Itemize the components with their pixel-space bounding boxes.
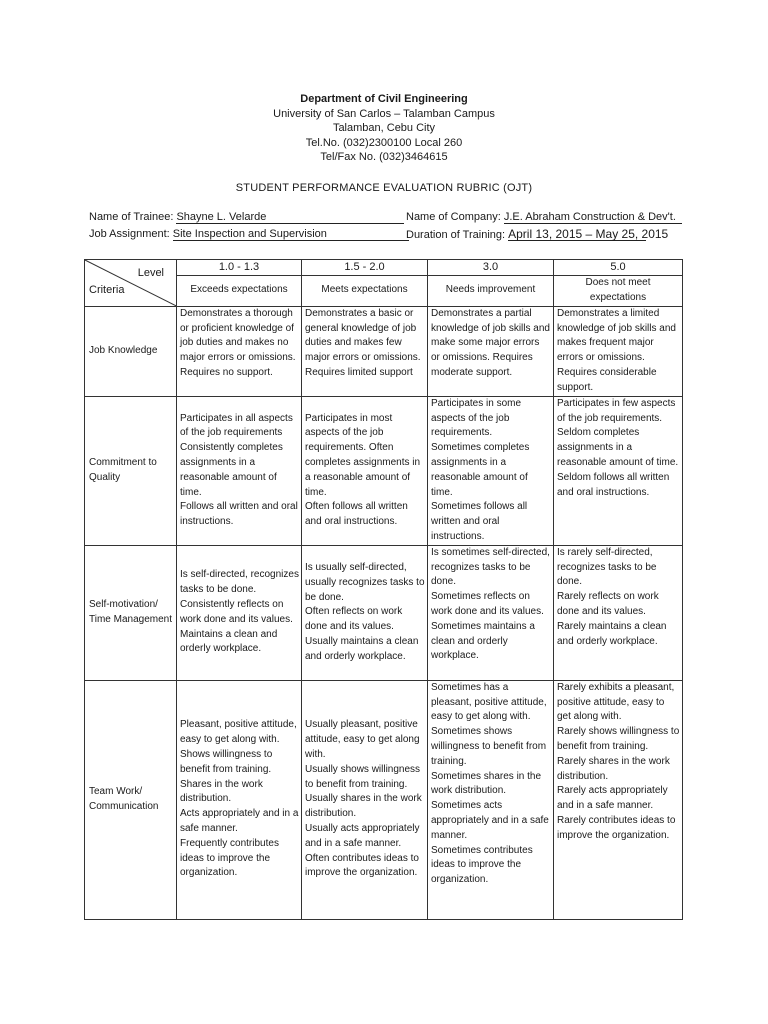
score-header: 5.0 bbox=[554, 260, 683, 276]
level-header: Exceeds expectations bbox=[177, 275, 302, 306]
trainee-label: Name of Trainee: bbox=[89, 211, 174, 223]
duration-field bbox=[406, 227, 669, 241]
table-row bbox=[85, 680, 683, 919]
rubric-cell: Participates in some aspects of the job requirements. Sometimes completes assignments in a reasonable amount of time. Sometimes follows all written and oral instructions. bbox=[428, 396, 554, 545]
criterion-label: Team Work/ Communication bbox=[85, 680, 177, 919]
rubric-cell: Is usually self-directed, usually recognizes tasks to be done. Often reflects on work done and its values. Usually maintains a clean and orderly workplace. bbox=[302, 545, 428, 680]
trainee-field bbox=[89, 211, 404, 224]
rubric-cell: Is sometimes self-directed, recognizes tasks to be done. Sometimes reflects on work done and its values. Sometimes maintains a clean and orderly workplace. bbox=[428, 545, 554, 680]
rubric-cell: Is rarely self-directed, recognizes tasks to be done. Rarely reflects on work done and its values. Rarely maintains a clean and orderly workplace. bbox=[554, 545, 683, 680]
rubric-cell: Participates in few aspects of the job requirements. Seldom completes assignments in a reasonable amount of time. Seldom follows all written and oral instructions. bbox=[554, 396, 683, 545]
level-header: Needs improvement bbox=[428, 275, 554, 306]
rubric-cell: Participates in all aspects of the job requirements Consistently completes assignments in a reasonable amount of time. Follows all written and oral instructions. bbox=[177, 396, 302, 545]
criterion-label: Self-motivation/ Time Management bbox=[85, 545, 177, 680]
criterion-label: Job Knowledge bbox=[85, 306, 177, 396]
company-field bbox=[406, 211, 682, 224]
rubric-title: STUDENT PERFORMANCE EVALUATION RUBRIC (OJT) bbox=[235, 182, 533, 194]
rubric-cell: Participates in most aspects of the job requirements. Often completes assignments in a reasonable amount of time. Often follows all written and oral instructions. bbox=[302, 396, 428, 545]
rubric-table bbox=[84, 259, 683, 920]
document-header bbox=[0, 92, 768, 165]
level-criteria-header bbox=[85, 260, 177, 307]
company-value: J.E. Abraham Construction & Dev't. bbox=[504, 211, 682, 224]
duration-value: April 13, 2015 – May 25, 2015 bbox=[508, 227, 669, 241]
rubric-cell: Pleasant, positive attitude, easy to get along with. Shows willingness to benefit from training. Shares in the work distribution. Acts appropriately and in a safe manner. Frequently contributes ideas to improve the organization. bbox=[177, 680, 302, 919]
level-header: Does not meet expectations bbox=[554, 275, 683, 306]
city: Talamban, Cebu City bbox=[332, 122, 436, 134]
duration-label: Duration of Training: bbox=[406, 229, 506, 241]
rubric-cell: Is self-directed, recognizes tasks to be done. Consistently reflects on work done and its values. Maintains a clean and orderly workplace. bbox=[177, 545, 302, 680]
rubric-cell: Sometimes has a pleasant, positive attitude, easy to get along with. Sometimes shows willingness to benefit from training. Sometimes shares in the work distribution. Sometimes acts appropriately and in a safe manner. Sometimes contributes ideas to improve the organization. bbox=[428, 680, 554, 919]
score-header: 3.0 bbox=[428, 260, 554, 276]
trainee-value: Shayne L. Velarde bbox=[176, 211, 404, 224]
rubric-cell: Demonstrates a thorough or proficient knowledge of job duties and makes no major errors or omissions. Requires no support. bbox=[177, 306, 302, 396]
assignment-field bbox=[89, 228, 409, 241]
table-row bbox=[85, 306, 683, 396]
score-header: 1.5 - 2.0 bbox=[302, 260, 428, 276]
level-header: Meets expectations bbox=[302, 275, 428, 306]
level-label: Level bbox=[137, 267, 164, 279]
fax: Tel/Fax No. (032)3464615 bbox=[320, 151, 448, 163]
company-label: Name of Company: bbox=[406, 211, 501, 223]
criteria-label: Criteria bbox=[89, 284, 125, 296]
rubric-cell: Usually pleasant, positive attitude, easy to get along with. Usually shows willingness to benefit from training. Usually shares in the work distribution. Usually acts appropriately and in a safe manner. Often contributes ideas to improve the organization. bbox=[302, 680, 428, 919]
rubric-cell: Demonstrates a limited knowledge of job skills and makes frequent major errors or omissions. Requires considerable support. bbox=[554, 306, 683, 396]
rubric-cell: Demonstrates a basic or general knowledge of job duties and makes few major errors or omissions. Requires limited support bbox=[302, 306, 428, 396]
assignment-value: Site Inspection and Supervision bbox=[173, 228, 409, 241]
telephone: Tel.No. (032)2300100 Local 260 bbox=[305, 136, 463, 149]
score-row bbox=[85, 260, 683, 276]
rubric-cell: Rarely exhibits a pleasant, positive attitude, easy to get along with. Rarely shows willingness to benefit from training. Rarely shares in the work distribution. Rarely acts appropriately and in a safe manner. Rarely contributes ideas to improve the organization. bbox=[554, 680, 683, 919]
assignment-label: Job Assignment: bbox=[89, 228, 170, 240]
table-row bbox=[85, 545, 683, 680]
university-name: University of San Carlos – Talamban Campus bbox=[273, 107, 495, 120]
department-name: Department of Civil Engineering bbox=[300, 93, 468, 105]
table-row bbox=[85, 396, 683, 545]
rubric-cell: Demonstrates a partial knowledge of job skills and make some major errors or omissions. Requires moderate support. bbox=[428, 306, 554, 396]
criterion-label: Commitment to Quality bbox=[85, 396, 177, 545]
score-header: 1.0 - 1.3 bbox=[177, 260, 302, 276]
